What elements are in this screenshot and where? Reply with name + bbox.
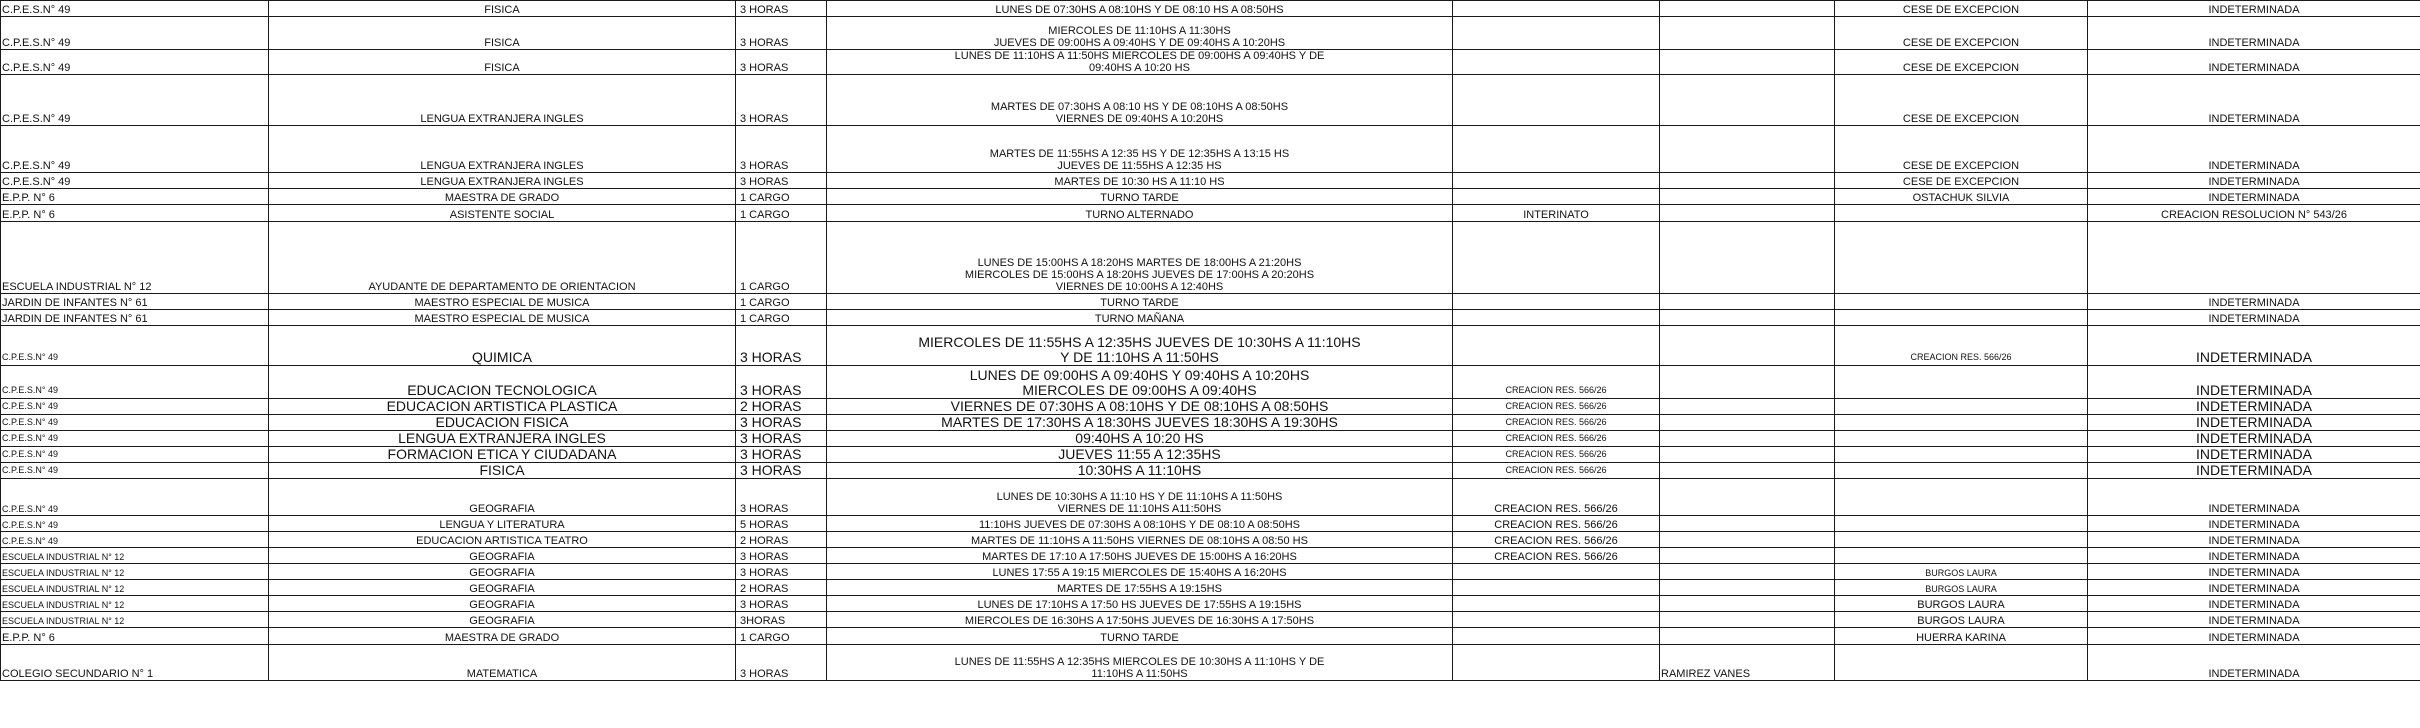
table-row [1,17,2420,50]
cell-schedule: JUEVES 11:55 A 12:35HS [827,447,1453,463]
cell-schedule: MARTES DE 11:55HS A 12:35 HS Y DE 12:35HS A 13:15 HS JUEVES DE 11:55HS A 12:35 HS [827,126,1453,173]
cell-duration: INDETERMINADA [2088,1,2420,17]
cell-role [1453,294,1660,310]
table-row [1,564,2420,580]
cell-hours: 3HORAS [736,612,827,628]
cell-duration: INDETERMINADA [2088,548,2420,564]
cell-role [1453,645,1660,681]
cell-school: ESCUELA INDUSTRIAL N° 12 [1,580,269,596]
cell-duration: INDETERMINADA [2088,447,2420,463]
cell-name [1660,366,1835,399]
cell-hours: 3 HORAS [736,564,827,580]
cell-schedule: VIERNES DE 07:30HS A 08:10HS Y DE 08:10HS A 08:50HS [827,399,1453,415]
table-row [1,126,2420,173]
cell-role: CREACION RES. 566/26 [1453,431,1660,447]
cell-duration: INDETERMINADA [2088,516,2420,532]
cell-duration: INDETERMINADA [2088,463,2420,479]
cell-name [1660,415,1835,431]
cell-role [1453,222,1660,294]
cell-reason: BURGOS LAURA [1835,596,2088,612]
cell-schedule: LUNES DE 15:00HS A 18:20HS MARTES DE 18:00HS A 21:20HS MIERCOLES DE 15:00HS A 18:20HS JUEVES DE 17:00HS A 20:20HS VIERNES DE 10:00HS A 12:40HS [827,222,1453,294]
cell-subject: LENGUA EXTRANJERA INGLES [269,431,736,447]
cell-role: CREACION RES. 566/26 [1453,548,1660,564]
cell-school: C.P.E.S.N° 49 [1,17,269,50]
cell-subject: LENGUA EXTRANJERA INGLES [269,75,736,126]
cell-subject: QUIMICA [269,326,736,366]
cell-duration: INDETERMINADA [2088,431,2420,447]
cell-reason [1835,532,2088,548]
cell-subject: EDUCACION ARTISTICA PLASTICA [269,399,736,415]
cell-hours: 2 HORAS [736,399,827,415]
cell-role [1453,580,1660,596]
cell-subject: MAESTRA DE GRADO [269,628,736,645]
cell-reason: CESE DE EXCEPCION [1835,17,2088,50]
cell-reason: OSTACHUK SILVIA [1835,189,2088,205]
cell-school: COLEGIO SECUNDARIO N° 1 [1,645,269,681]
cell-name [1660,447,1835,463]
cell-hours: 1 CARGO [736,628,827,645]
cell-schedule: MARTES DE 17:10 A 17:50HS JUEVES DE 15:00HS A 16:20HS [827,548,1453,564]
table-row [1,580,2420,596]
cell-schedule: TURNO MAÑANA [827,310,1453,326]
cell-subject: MATEMATICA [269,645,736,681]
cell-duration: INDETERMINADA [2088,294,2420,310]
cell-name [1660,612,1835,628]
cell-hours: 1 CARGO [736,294,827,310]
cell-reason [1835,548,2088,564]
cell-subject: AYUDANTE DE DEPARTAMENTO DE ORIENTACION [269,222,736,294]
cell-name [1660,580,1835,596]
cell-reason [1835,447,2088,463]
cell-name [1660,173,1835,189]
cell-duration: INDETERMINADA [2088,126,2420,173]
cell-role [1453,310,1660,326]
table-row [1,50,2420,75]
cell-reason [1835,516,2088,532]
cell-hours: 3 HORAS [736,366,827,399]
cell-name [1660,532,1835,548]
cell-role [1453,326,1660,366]
cell-school: ESCUELA INDUSTRIAL N° 12 [1,548,269,564]
cell-schedule: 11:10HS JUEVES DE 07:30HS A 08:10HS Y DE 08:10 A 08:50HS [827,516,1453,532]
table-row [1,548,2420,564]
table-row [1,516,2420,532]
cell-role: CREACION RES. 566/26 [1453,447,1660,463]
cell-school: C.P.E.S.N° 49 [1,126,269,173]
cell-reason [1835,294,2088,310]
cell-subject: EDUCACION ARTISTICA TEATRO [269,532,736,548]
table-row [1,75,2420,126]
table-row [1,222,2420,294]
cell-reason [1835,222,2088,294]
cell-schedule: LUNES DE 17:10HS A 17:50 HS JUEVES DE 17:55HS A 19:15HS [827,596,1453,612]
cell-reason: CESE DE EXCEPCION [1835,173,2088,189]
cell-schedule: MIERCOLES DE 11:10HS A 11:30HS JUEVES DE 09:00HS A 09:40HS Y DE 09:40HS A 10:20HS [827,17,1453,50]
cell-role: CREACION RES. 566/26 [1453,399,1660,415]
cell-duration: INDETERMINADA [2088,366,2420,399]
table-row [1,189,2420,205]
cell-role [1453,596,1660,612]
table-row [1,463,2420,479]
cell-reason [1835,310,2088,326]
cell-reason: BURGOS LAURA [1835,580,2088,596]
cell-hours: 1 CARGO [736,310,827,326]
cell-subject: EDUCACION FISICA [269,415,736,431]
cell-role: CREACION RES. 566/26 [1453,415,1660,431]
cell-role [1453,17,1660,50]
cell-role [1453,1,1660,17]
cell-duration: INDETERMINADA [2088,596,2420,612]
cell-role: INTERINATO [1453,205,1660,222]
cell-schedule: LUNES DE 11:55HS A 12:35HS MIERCOLES DE 10:30HS A 11:10HS Y DE 11:10HS A 11:50HS [827,645,1453,681]
cell-hours: 3 HORAS [736,596,827,612]
cell-reason: CREACION RES. 566/26 [1835,326,2088,366]
table-row [1,1,2420,17]
cell-duration: INDETERMINADA [2088,17,2420,50]
cell-subject: FISICA [269,1,736,17]
cell-role: CREACION RES. 566/26 [1453,532,1660,548]
cell-hours: 3 HORAS [736,548,827,564]
cell-role: CREACION RES. 566/26 [1453,479,1660,516]
cell-reason [1835,205,2088,222]
cell-schedule: MARTES DE 07:30HS A 08:10 HS Y DE 08:10HS A 08:50HS VIERNES DE 09:40HS A 10:20HS [827,75,1453,126]
cell-role [1453,50,1660,75]
cell-subject: GEOGRAFIA [269,479,736,516]
cell-name [1660,326,1835,366]
cell-reason [1835,415,2088,431]
cell-reason [1835,479,2088,516]
cell-name [1660,310,1835,326]
cell-name: RAMIREZ VANES [1660,645,1835,681]
cell-hours: 3 HORAS [736,645,827,681]
cell-name [1660,463,1835,479]
cell-hours: 3 HORAS [736,126,827,173]
cell-subject: GEOGRAFIA [269,548,736,564]
cell-hours: 1 CARGO [736,205,827,222]
table-row [1,173,2420,189]
cell-reason: BURGOS LAURA [1835,564,2088,580]
cell-schedule: LUNES 17:55 A 19:15 MIERCOLES DE 15:40HS A 16:20HS [827,564,1453,580]
cell-name [1660,628,1835,645]
cell-name [1660,596,1835,612]
cell-duration: INDETERMINADA [2088,628,2420,645]
cell-role [1453,75,1660,126]
cell-school: ESCUELA INDUSTRIAL N° 12 [1,564,269,580]
cell-role [1453,173,1660,189]
cell-school: C.P.E.S.N° 49 [1,399,269,415]
cell-schedule: MARTES DE 17:55HS A 19:15HS [827,580,1453,596]
cell-subject: MAESTRO ESPECIAL DE MUSICA [269,294,736,310]
cell-role: CREACION RES. 566/26 [1453,516,1660,532]
cell-subject: GEOGRAFIA [269,580,736,596]
cell-subject: ASISTENTE SOCIAL [269,205,736,222]
cell-reason: CESE DE EXCEPCION [1835,1,2088,17]
cell-subject: GEOGRAFIA [269,564,736,580]
cell-hours: 3 HORAS [736,75,827,126]
table-row [1,366,2420,399]
cell-schedule: MARTES DE 11:10HS A 11:50HS VIERNES DE 08:10HS A 08:50 HS [827,532,1453,548]
table-row [1,645,2420,681]
table-row [1,399,2420,415]
cell-duration: INDETERMINADA [2088,415,2420,431]
cell-reason: BURGOS LAURA [1835,612,2088,628]
cell-school: C.P.E.S.N° 49 [1,431,269,447]
cell-duration: INDETERMINADA [2088,645,2420,681]
cell-schedule: MARTES DE 17:30HS A 18:30HS JUEVES 18:30HS A 19:30HS [827,415,1453,431]
cell-schedule: LUNES DE 11:10HS A 11:50HS MIERCOLES DE 09:00HS A 09:40HS Y DE 09:40HS A 10:20 HS [827,50,1453,75]
table-row [1,447,2420,463]
table-row [1,294,2420,310]
cell-subject: LENGUA Y LITERATURA [269,516,736,532]
cell-hours: 3 HORAS [736,17,827,50]
cell-duration: INDETERMINADA [2088,612,2420,628]
cell-role: CREACION RES. 566/26 [1453,463,1660,479]
cell-name [1660,189,1835,205]
cell-role [1453,126,1660,173]
cell-school: C.P.E.S.N° 49 [1,516,269,532]
cell-name [1660,75,1835,126]
cell-hours: 3 HORAS [736,415,827,431]
cell-duration: INDETERMINADA [2088,399,2420,415]
cell-school: ESCUELA INDUSTRIAL N° 12 [1,222,269,294]
cell-role [1453,189,1660,205]
cell-name [1660,564,1835,580]
cell-school: E.P.P. N° 6 [1,205,269,222]
cell-duration: INDETERMINADA [2088,189,2420,205]
cell-name [1660,126,1835,173]
cell-name [1660,431,1835,447]
cell-subject: MAESTRA DE GRADO [269,189,736,205]
cell-duration: INDETERMINADA [2088,532,2420,548]
cell-subject: GEOGRAFIA [269,596,736,612]
cell-subject: FISICA [269,17,736,50]
cell-duration [2088,222,2420,294]
table-row [1,612,2420,628]
cell-subject: GEOGRAFIA [269,612,736,628]
cell-hours: 3 HORAS [736,50,827,75]
cell-school: JARDIN DE INFANTES N° 61 [1,310,269,326]
cell-school: C.P.E.S.N° 49 [1,1,269,17]
cell-reason [1835,399,2088,415]
cell-school: ESCUELA INDUSTRIAL N° 12 [1,612,269,628]
cell-reason [1835,463,2088,479]
cell-reason: CESE DE EXCEPCION [1835,75,2088,126]
cell-reason [1835,431,2088,447]
cell-name [1660,50,1835,75]
cell-duration: INDETERMINADA [2088,326,2420,366]
cell-school: C.P.E.S.N° 49 [1,447,269,463]
cell-schedule: MARTES DE 10:30 HS A 11:10 HS [827,173,1453,189]
cell-name [1660,1,1835,17]
cell-subject: MAESTRO ESPECIAL DE MUSICA [269,310,736,326]
cell-hours: 3 HORAS [736,1,827,17]
cell-name [1660,399,1835,415]
cell-schedule: TURNO TARDE [827,294,1453,310]
cell-hours: 2 HORAS [736,580,827,596]
cell-duration: INDETERMINADA [2088,479,2420,516]
cell-schedule: TURNO TARDE [827,189,1453,205]
cell-schedule: TURNO TARDE [827,628,1453,645]
cell-schedule: MIERCOLES DE 16:30HS A 17:50HS JUEVES DE 16:30HS A 17:50HS [827,612,1453,628]
cell-subject: FISICA [269,463,736,479]
cell-duration: INDETERMINADA [2088,564,2420,580]
cell-duration: INDETERMINADA [2088,173,2420,189]
table-row [1,431,2420,447]
table-row [1,479,2420,516]
cell-name [1660,548,1835,564]
cell-school: C.P.E.S.N° 49 [1,173,269,189]
cell-duration: INDETERMINADA [2088,580,2420,596]
cell-role [1453,628,1660,645]
table-row [1,310,2420,326]
cell-reason: CESE DE EXCEPCION [1835,126,2088,173]
cell-name [1660,17,1835,50]
cell-reason: HUERRA KARINA [1835,628,2088,645]
cell-subject: EDUCACION TECNOLOGICA [269,366,736,399]
cell-hours: 3 HORAS [736,173,827,189]
cell-school: C.P.E.S.N° 49 [1,366,269,399]
cell-schedule: 10:30HS A 11:10HS [827,463,1453,479]
cell-reason [1835,366,2088,399]
cell-hours: 3 HORAS [736,326,827,366]
cell-role [1453,564,1660,580]
cell-name [1660,205,1835,222]
cell-hours: 3 HORAS [736,431,827,447]
cell-role: CREACION RES. 566/26 [1453,366,1660,399]
cell-school: E.P.P. N° 6 [1,628,269,645]
cell-schedule: LUNES DE 10:30HS A 11:10 HS Y DE 11:10HS A 11:50HS VIERNES DE 11:10HS A11:50HS [827,479,1453,516]
table-row [1,532,2420,548]
cell-school: C.P.E.S.N° 49 [1,479,269,516]
cell-schedule: LUNES DE 07:30HS A 08:10HS Y DE 08:10 HS A 08:50HS [827,1,1453,17]
table-row [1,415,2420,431]
table-row [1,628,2420,645]
cell-school: C.P.E.S.N° 49 [1,532,269,548]
cell-hours: 2 HORAS [736,532,827,548]
cell-hours: 3 HORAS [736,447,827,463]
cell-school: C.P.E.S.N° 49 [1,415,269,431]
cell-school: C.P.E.S.N° 49 [1,75,269,126]
cell-name [1660,479,1835,516]
cell-name [1660,222,1835,294]
cell-hours: 5 HORAS [736,516,827,532]
cell-role [1453,612,1660,628]
cell-subject: FISICA [269,50,736,75]
cell-school: E.P.P. N° 6 [1,189,269,205]
cell-school: C.P.E.S.N° 49 [1,326,269,366]
cell-reason: CESE DE EXCEPCION [1835,50,2088,75]
cell-duration: CREACION RESOLUCION N° 543/26 [2088,205,2420,222]
table-row [1,205,2420,222]
cell-hours: 1 CARGO [736,189,827,205]
cell-school: JARDIN DE INFANTES N° 61 [1,294,269,310]
cell-school: ESCUELA INDUSTRIAL N° 12 [1,596,269,612]
cell-name [1660,294,1835,310]
cell-school: C.P.E.S.N° 49 [1,463,269,479]
cell-subject: FORMACION ETICA Y CIUDADANA [269,447,736,463]
cell-schedule: TURNO ALTERNADO [827,205,1453,222]
cell-school: C.P.E.S.N° 49 [1,50,269,75]
cell-schedule: LUNES DE 09:00HS A 09:40HS Y 09:40HS A 10:20HS MIERCOLES DE 09:00HS A 09:40HS [827,366,1453,399]
table-row [1,596,2420,612]
cell-schedule: 09:40HS A 10:20 HS [827,431,1453,447]
cell-name [1660,516,1835,532]
cell-reason [1835,645,2088,681]
cell-subject: LENGUA EXTRANJERA INGLES [269,126,736,173]
cell-schedule: MIERCOLES DE 11:55HS A 12:35HS JUEVES DE 10:30HS A 11:10HS Y DE 11:10HS A 11:50HS [827,326,1453,366]
cell-hours: 1 CARGO [736,222,827,294]
cell-duration: INDETERMINADA [2088,310,2420,326]
cell-duration: INDETERMINADA [2088,75,2420,126]
cell-duration: INDETERMINADA [2088,50,2420,75]
cell-subject: LENGUA EXTRANJERA INGLES [269,173,736,189]
cell-hours: 3 HORAS [736,479,827,516]
table-row [1,326,2420,366]
cell-hours: 3 HORAS [736,463,827,479]
